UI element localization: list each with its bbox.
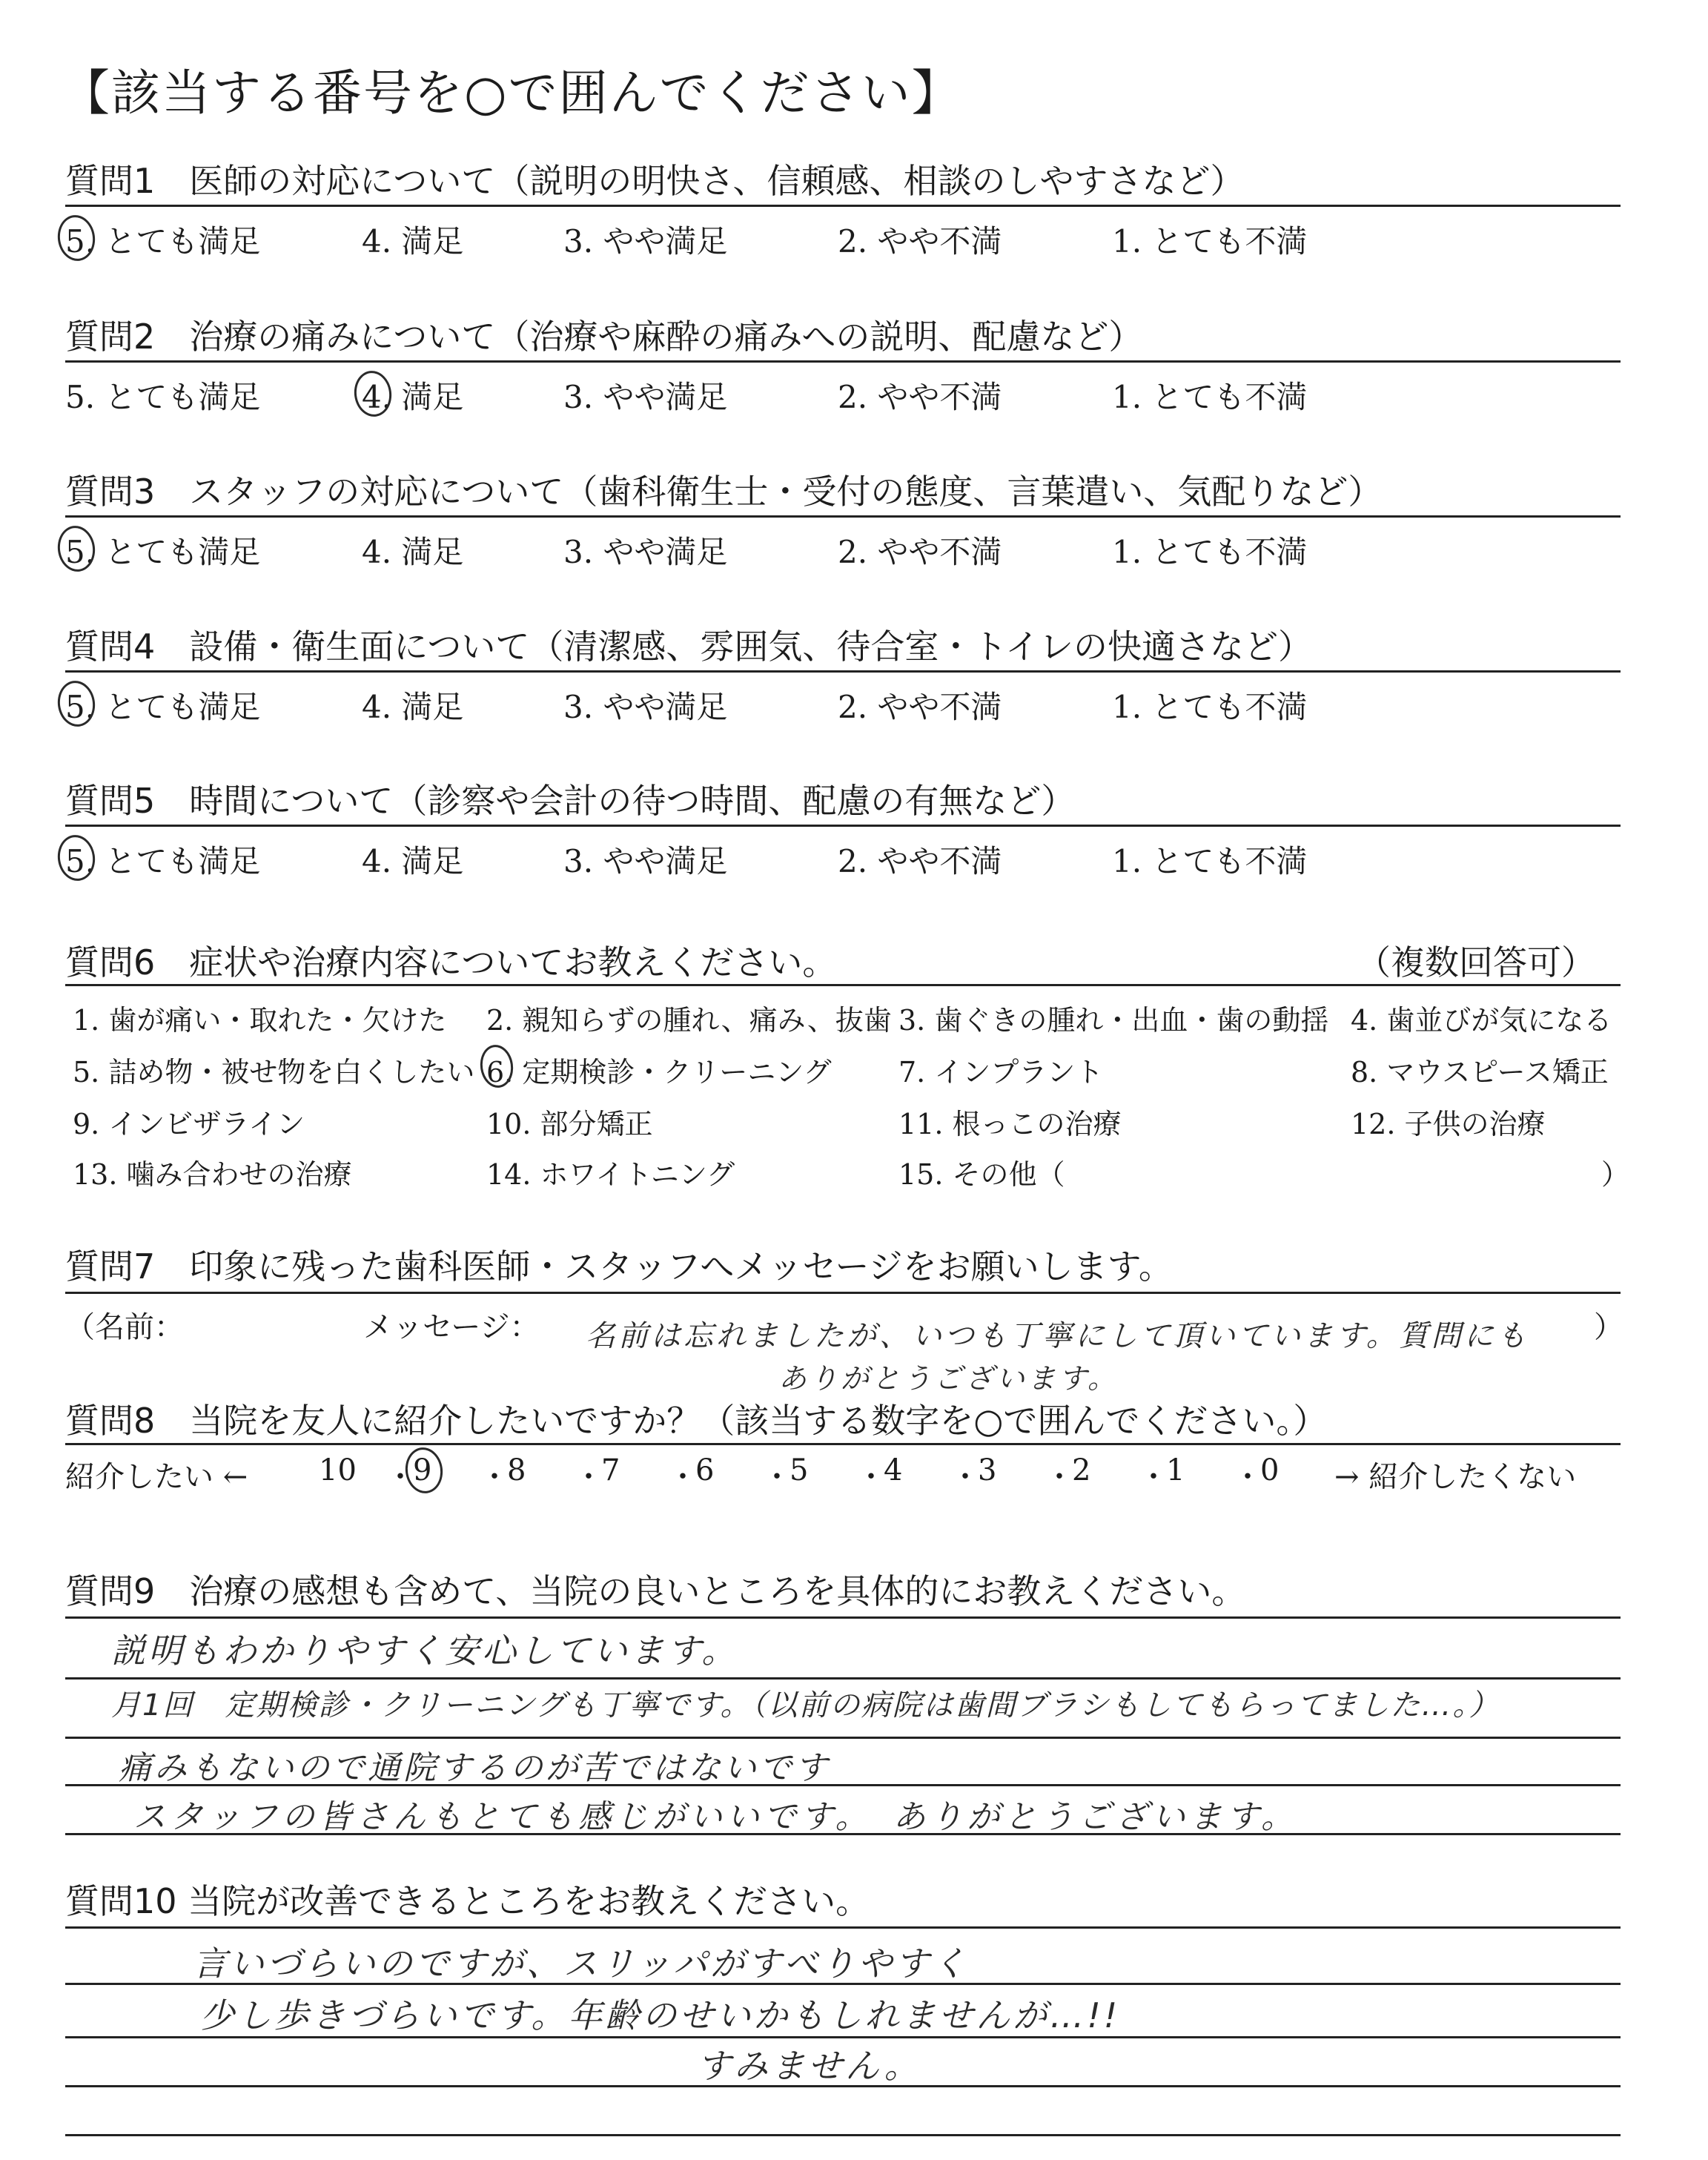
q6-item-5[interactable]: 5. 詰め物・被せ物を白くしたい (73, 1056, 475, 1089)
q10-rule-5 (65, 2134, 1621, 2136)
q1-option-4[interactable]: 4. 満足 (362, 223, 464, 260)
q8-scale-9[interactable]: 9 (413, 1453, 432, 1487)
q9-title: 質問9 治療の感想も含めて、当院の良いところを具体的にお教えください。 (65, 1571, 1246, 1611)
q8-scale-4[interactable]: 4 (884, 1453, 903, 1487)
q2-option-3[interactable]: 3. やや満足 (563, 379, 728, 415)
q5-option-4[interactable]: 4. 満足 (362, 843, 464, 879)
q9-answer-line1: 説明もわかりやすく安心しています。 (111, 1631, 739, 1671)
page-title: 【該当する番号を○で囲んでください】 (61, 65, 962, 122)
q8-scale-10[interactable]: 10 (319, 1453, 357, 1487)
q6-title: 質問6 症状や治療内容についてお教えください。 (65, 942, 837, 982)
q6-item-6[interactable]: 6. 定期検診・クリーニング (486, 1056, 832, 1089)
q2-option-5[interactable]: 5. とても満足 (65, 379, 261, 415)
q8-left-label: 紹介したい ← (65, 1460, 248, 1494)
q7-message-line1: 名前は忘れましたが、いつも丁寧にして頂いています。質問にも (586, 1319, 1529, 1353)
q6-item-16[interactable]: ） (1601, 1158, 1630, 1191)
q8-scale-7[interactable]: 7 (601, 1453, 620, 1487)
q9-rule-3 (65, 1737, 1621, 1739)
q8-scale-separator: ・ (574, 1460, 603, 1494)
q4-option-2[interactable]: 2. やや不満 (838, 689, 1002, 725)
q2-option-2[interactable]: 2. やや不満 (838, 379, 1002, 415)
q8-scale-5[interactable]: 5 (790, 1453, 809, 1487)
q3-option-3[interactable]: 3. やや満足 (563, 534, 728, 570)
q6-item-15[interactable]: 15. その他（ (898, 1158, 1065, 1191)
q8-scale-0[interactable]: 0 (1260, 1453, 1280, 1487)
q8-scale-8[interactable]: 8 (507, 1453, 526, 1487)
q10-title: 質問10 当院が改善できるところをお教えください。 (65, 1881, 870, 1921)
q7-close-paren: ） (1594, 1310, 1623, 1344)
q10-answer-line2: 少し歩きづらいです。年齢のせいかもしれませんが…!! (200, 1995, 1121, 2035)
q10-answer-line3: すみません。 (697, 2046, 921, 2086)
q5-title: 質問5 時間について（診察や会計の待つ時間、配慮の有無など） (65, 781, 1076, 821)
q4-option-3[interactable]: 3. やや満足 (563, 689, 728, 725)
q6-item-9[interactable]: 9. インビザライン (73, 1108, 305, 1140)
q8-scale-separator: ・ (1139, 1460, 1168, 1494)
q8-scale-separator: ・ (1233, 1460, 1262, 1494)
q8-scale-3[interactable]: 3 (978, 1453, 997, 1487)
q6-item-12[interactable]: 12. 子供の治療 (1351, 1108, 1546, 1140)
q3-option-4[interactable]: 4. 満足 (362, 534, 464, 570)
q6-item-2[interactable]: 2. 親知らずの腫れ、痛み、抜歯 (486, 1004, 892, 1037)
q8-scale-6[interactable]: 6 (695, 1453, 715, 1487)
q6-item-10[interactable]: 10. 部分矯正 (486, 1108, 653, 1140)
q6-rule (65, 984, 1621, 986)
q1-option-3[interactable]: 3. やや満足 (563, 223, 728, 260)
q3-title: 質問3 スタッフの対応について（歯科衛生士・受付の態度、言葉遣い、気配りなど） (65, 472, 1383, 512)
q7-name-label: （名前： (65, 1310, 184, 1344)
q3-rule (65, 515, 1621, 518)
q4-option-1[interactable]: 1. とても不満 (1112, 689, 1308, 725)
q5-option-1[interactable]: 1. とても不満 (1112, 843, 1308, 879)
q5-rule (65, 825, 1621, 827)
q8-scale-separator: ・ (480, 1460, 509, 1494)
q3-option-5[interactable]: 5. とても満足 (65, 534, 261, 570)
q7-title: 質問7 印象に残った歯科医師・スタッフへメッセージをお願いします。 (65, 1246, 1173, 1287)
q4-rule (65, 670, 1621, 673)
q6-item-7[interactable]: 7. インプラント (898, 1056, 1104, 1089)
q2-option-4[interactable]: 4. 満足 (362, 379, 464, 415)
q4-option-5[interactable]: 5. とても満足 (65, 689, 261, 725)
q6-note: （複数回答可） (1357, 942, 1595, 982)
q6-item-11[interactable]: 11. 根っこの治療 (898, 1108, 1122, 1140)
q5-option-3[interactable]: 3. やや満足 (563, 843, 728, 879)
q8-scale-separator: ・ (950, 1460, 980, 1494)
q1-option-5[interactable]: 5. とても満足 (65, 223, 261, 260)
q9-answer-line3: 痛みもないので通院するのが苦ではないです (119, 1749, 830, 1787)
q8-scale-separator: ・ (762, 1460, 792, 1494)
q5-option-2[interactable]: 2. やや不満 (838, 843, 1002, 879)
q8-title: 質問8 当院を友人に紹介したいですか？（該当する数字を○で囲んでください。） (65, 1401, 1328, 1441)
q6-item-1[interactable]: 1. 歯が痛い・取れた・欠けた (73, 1004, 447, 1037)
q10-rule-1 (65, 1926, 1621, 1929)
q6-item-8[interactable]: 8. マウスピース矯正 (1351, 1056, 1609, 1089)
q8-scale-2[interactable]: 2 (1072, 1453, 1091, 1487)
q9-rule-1 (65, 1616, 1621, 1619)
q8-right-label: → 紹介したくない (1334, 1460, 1577, 1494)
q9-answer-line2: 月1回 定期検診・クリーニングも丁寧です。（以前の病院は歯間ブラシもしてもらってました…。） (111, 1688, 1500, 1723)
q2-rule (65, 360, 1621, 363)
q6-item-14[interactable]: 14. ホワイトニング (486, 1158, 735, 1191)
q1-title: 質問1 医師の対応について（説明の明快さ、信頼感、相談のしやすさなど） (65, 161, 1245, 201)
q4-option-4[interactable]: 4. 満足 (362, 689, 464, 725)
q7-message-line2: ありがとうございます。 (778, 1362, 1119, 1395)
q1-option-1[interactable]: 1. とても不満 (1112, 223, 1308, 260)
q6-item-4[interactable]: 4. 歯並びが気になる (1351, 1004, 1612, 1037)
q7-rule (65, 1292, 1621, 1294)
q2-title: 質問2 治療の痛みについて（治療や麻酔の痛みへの説明、配慮など） (65, 317, 1143, 357)
q4-title: 質問4 設備・衛生面について（清潔感、雰囲気、待合室・トイレの快適さなど） (65, 627, 1313, 667)
q6-item-13[interactable]: 13. 噛み合わせの治療 (73, 1158, 352, 1191)
q7-message-label: メッセージ： (363, 1310, 540, 1344)
q10-answer-line1: 言いづらいのですが、スリッパがすべりやすく (193, 1943, 970, 1984)
q8-scale-separator: ・ (385, 1460, 415, 1494)
q5-option-5[interactable]: 5. とても満足 (65, 843, 261, 879)
q8-scale-separator: ・ (856, 1460, 886, 1494)
q2-option-1[interactable]: 1. とても不満 (1112, 379, 1308, 415)
q3-option-1[interactable]: 1. とても不満 (1112, 534, 1308, 570)
q1-rule (65, 205, 1621, 207)
q3-option-2[interactable]: 2. やや不満 (838, 534, 1002, 570)
q6-item-3[interactable]: 3. 歯ぐきの腫れ・出血・歯の動揺 (898, 1004, 1329, 1037)
q8-scale-separator: ・ (668, 1460, 698, 1494)
q8-scale-separator: ・ (1045, 1460, 1074, 1494)
q9-rule-2 (65, 1677, 1621, 1680)
q8-scale-1[interactable]: 1 (1166, 1453, 1185, 1487)
q8-rule (65, 1443, 1621, 1445)
q9-answer-line4: スタッフの皆さんもとても感じがいいです。 ありがとうございます。 (133, 1798, 1298, 1836)
q1-option-2[interactable]: 2. やや不満 (838, 223, 1002, 260)
